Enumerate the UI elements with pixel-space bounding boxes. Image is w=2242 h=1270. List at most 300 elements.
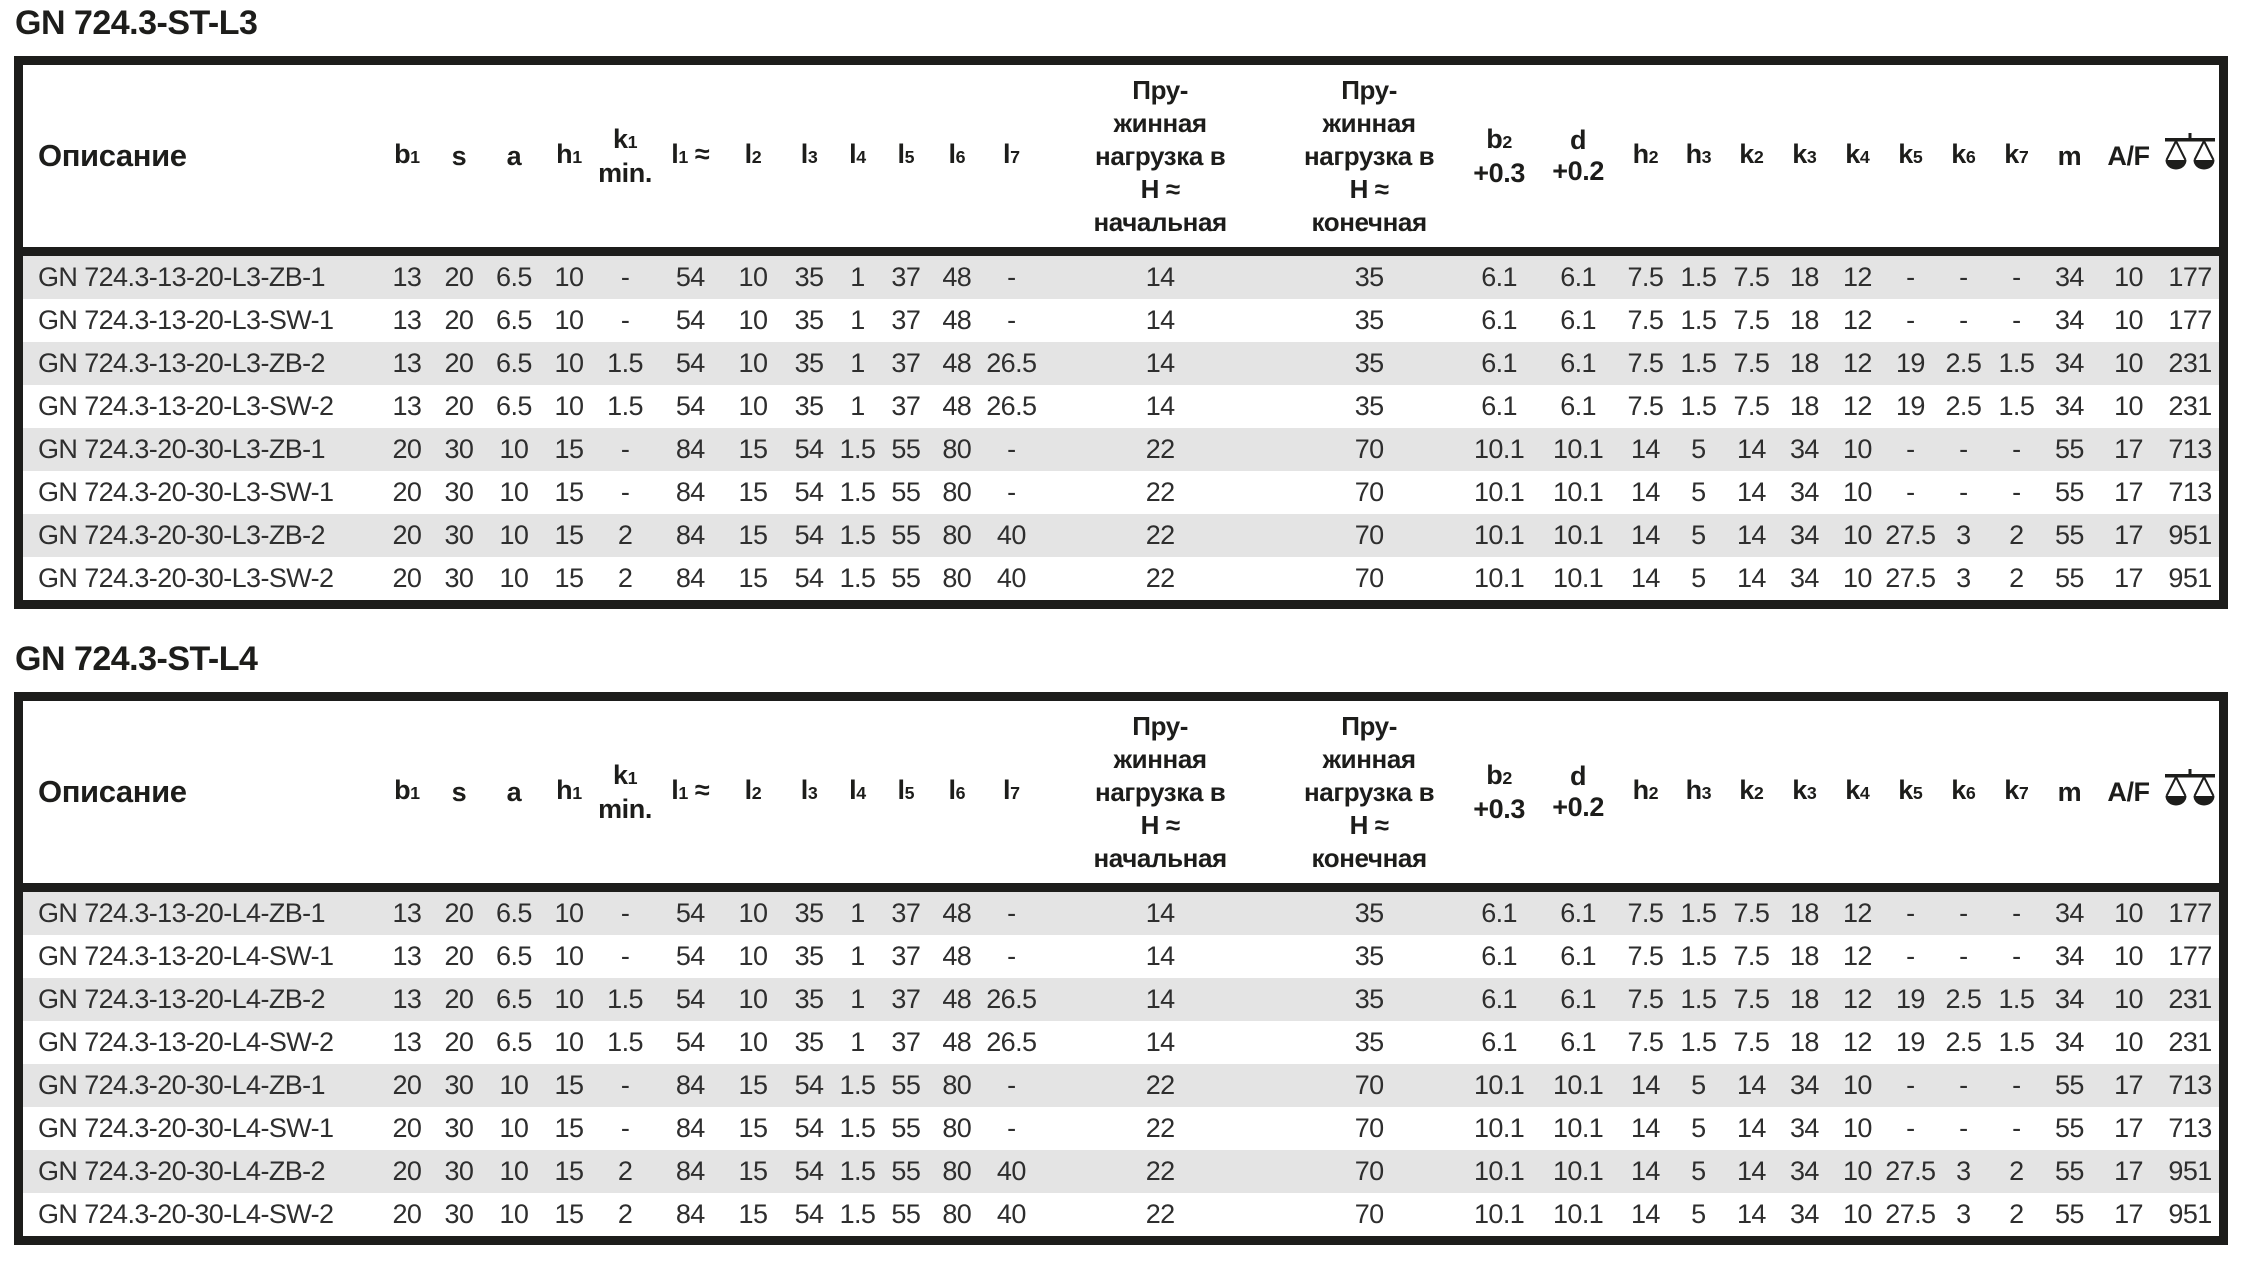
cell-af: 17: [2114, 434, 2143, 464]
cell-spring-load-final: 70: [1354, 434, 1384, 464]
cell-desc: GN 724.3-20-30-L4-ZB-2: [38, 1156, 325, 1186]
cell-k7: 1.5: [1998, 1027, 2035, 1057]
cell-l2: 10: [738, 348, 768, 378]
cell-b2: 6.1: [1481, 984, 1517, 1014]
cell-b1: 13: [392, 262, 422, 292]
cell-d: 6.1: [1560, 898, 1596, 928]
cell-l5: 37: [891, 348, 921, 378]
cell-k4: 12: [1842, 898, 1872, 928]
cell-l5: 55: [891, 434, 921, 464]
cell-l5: 55: [891, 1199, 921, 1229]
cell-k7: -: [2012, 898, 2021, 928]
col-header-k1min: k1 min.: [594, 61, 655, 252]
col-header-l4: l4: [837, 697, 878, 888]
cell-k3: 18: [1789, 305, 1819, 335]
cell-m: 34: [2054, 348, 2084, 378]
cell-l2: 15: [738, 434, 768, 464]
cell-k2: 7.5: [1733, 391, 1770, 421]
spec-table-l4: [14, 692, 2228, 1245]
cell-k5: 27.5: [1885, 1199, 1936, 1229]
cell-k6: -: [1959, 1113, 1968, 1143]
col-header-k3: k3: [1778, 697, 1831, 888]
cell-k6: 3: [1956, 1156, 1971, 1186]
cell-s: 30: [444, 477, 474, 507]
cell-k4: 10: [1842, 520, 1872, 550]
cell-d: 10.1: [1553, 477, 1604, 507]
cell-m: 34: [2054, 391, 2084, 421]
cell-m: 55: [2054, 434, 2084, 464]
table-row: [19, 1107, 2224, 1150]
col-header-m: m: [2043, 61, 2096, 252]
cell-desc: GN 724.3-20-30-L4-SW-2: [38, 1199, 334, 1229]
cell-l6: 48: [942, 941, 972, 971]
cell-h2: 7.5: [1627, 305, 1664, 335]
cell-b1: 13: [392, 984, 422, 1014]
col-header-a: a: [484, 697, 543, 888]
cell-l6: 48: [942, 348, 972, 378]
cell-h3: 1.5: [1680, 391, 1717, 421]
cell-b2: 10.1: [1474, 1199, 1525, 1229]
cell-weight: 713: [2168, 434, 2212, 464]
cell-l5: 55: [891, 1070, 921, 1100]
cell-spring-load-initial: 14: [1145, 262, 1175, 292]
cell-spring-load-initial: 14: [1145, 898, 1175, 928]
cell-h2: 7.5: [1627, 941, 1664, 971]
cell-a: 10: [499, 477, 529, 507]
cell-l3: 54: [794, 1070, 824, 1100]
cell-spring-load-final: 70: [1354, 1113, 1384, 1143]
cell-k4: 10: [1842, 1070, 1872, 1100]
col-header-h2: h2: [1619, 697, 1672, 888]
cell-k1min: 1.5: [607, 348, 643, 378]
col-header-k7: k7: [1990, 61, 2043, 252]
cell-l2: 15: [738, 477, 768, 507]
col-header-h3: h3: [1672, 697, 1725, 888]
cell-l1: 84: [675, 563, 705, 593]
cell-l3: 35: [794, 348, 824, 378]
cell-k4: 12: [1842, 391, 1872, 421]
col-header-h3: h3: [1672, 61, 1725, 252]
cell-a: 6.5: [496, 898, 532, 928]
cell-l1: 54: [675, 391, 705, 421]
cell-l3: 35: [794, 1027, 824, 1057]
cell-l5: 37: [891, 391, 921, 421]
col-header-l7: l7: [980, 61, 1043, 252]
cell-af: 17: [2114, 1113, 2143, 1143]
cell-l7: -: [1007, 477, 1016, 507]
cell-weight: 231: [2168, 984, 2212, 1014]
cell-spring-load-final: 70: [1354, 563, 1384, 593]
cell-k2: 14: [1736, 563, 1766, 593]
cell-desc: GN 724.3-13-20-L3-SW-1: [38, 305, 334, 335]
cell-l7: 40: [996, 563, 1026, 593]
cell-k7: -: [2012, 1113, 2021, 1143]
cell-spring-load-final: 35: [1354, 1027, 1384, 1057]
cell-spring-load-initial: 14: [1145, 348, 1175, 378]
cell-d: 10.1: [1553, 434, 1604, 464]
cell-spring-load-initial: 14: [1145, 941, 1175, 971]
cell-k6: -: [1959, 434, 1968, 464]
cell-k1min: -: [620, 898, 630, 928]
cell-k7: 1.5: [1998, 348, 2035, 378]
cell-weight: 951: [2168, 520, 2212, 550]
cell-spring-load-final: 35: [1354, 391, 1384, 421]
cell-a: 10: [499, 434, 529, 464]
cell-k2: 14: [1736, 1199, 1766, 1229]
cell-l6: 80: [942, 520, 972, 550]
col-header-spring-load-final: Пру- жинная нагрузка в H ≈ конечная: [1277, 61, 1460, 252]
cell-k7: -: [2012, 305, 2021, 335]
cell-desc: GN 724.3-20-30-L3-ZB-1: [38, 434, 325, 464]
cell-l6: 80: [942, 1113, 972, 1143]
cell-k2: 14: [1736, 477, 1766, 507]
cell-d: 6.1: [1560, 348, 1596, 378]
col-header-l7: l7: [980, 697, 1043, 888]
cell-k2: 7.5: [1733, 1027, 1770, 1057]
cell-h2: 7.5: [1627, 898, 1664, 928]
table-row: [19, 888, 2224, 936]
cell-spring-load-final: 35: [1354, 984, 1384, 1014]
cell-weight: 231: [2168, 348, 2212, 378]
cell-b1: 20: [392, 563, 422, 593]
cell-k5: 19: [1895, 1027, 1925, 1057]
cell-d: 10.1: [1553, 1113, 1604, 1143]
cell-h1: 15: [554, 1199, 584, 1229]
cell-l7: -: [1007, 898, 1016, 928]
cell-k1min: 1.5: [607, 391, 643, 421]
cell-s: 30: [444, 520, 474, 550]
cell-m: 34: [2054, 984, 2084, 1014]
cell-b1: 20: [392, 1070, 422, 1100]
cell-l5: 55: [891, 1156, 921, 1186]
cell-a: 6.5: [496, 1027, 532, 1057]
cell-k3: 18: [1789, 941, 1819, 971]
cell-h1: 10: [554, 898, 584, 928]
cell-h2: 14: [1630, 1156, 1660, 1186]
cell-spring-load-initial: 14: [1145, 305, 1175, 335]
cell-s: 20: [444, 305, 474, 335]
cell-l4: 1.5: [839, 434, 876, 464]
cell-d: 10.1: [1553, 1156, 1604, 1186]
cell-m: 34: [2054, 262, 2084, 292]
col-header-af: A/F: [2096, 61, 2161, 252]
col-header-k6: k6: [1937, 697, 1990, 888]
cell-d: 6.1: [1560, 262, 1596, 292]
cell-b1: 20: [392, 1156, 422, 1186]
cell-k7: -: [2012, 434, 2021, 464]
scale-icon: [2162, 769, 2218, 815]
cell-k6: 2.5: [1945, 984, 1982, 1014]
col-header-af: A/F: [2096, 697, 2161, 888]
cell-desc: GN 724.3-20-30-L4-SW-1: [38, 1113, 334, 1143]
cell-k6: -: [1959, 262, 1968, 292]
cell-weight: 231: [2168, 391, 2212, 421]
cell-b1: 20: [392, 1199, 422, 1229]
cell-af: 17: [2114, 520, 2143, 550]
cell-l5: 55: [891, 1113, 921, 1143]
cell-l1: 84: [675, 1113, 705, 1143]
cell-k5: 27.5: [1885, 1156, 1936, 1186]
cell-spring-load-initial: 14: [1145, 391, 1175, 421]
cell-k5: -: [1906, 941, 1915, 971]
cell-l3: 54: [794, 1113, 824, 1143]
cell-l1: 54: [675, 984, 705, 1014]
cell-m: 55: [2054, 1156, 2084, 1186]
cell-b2: 6.1: [1481, 305, 1517, 335]
cell-l1: 84: [675, 520, 705, 550]
cell-l4: 1: [850, 348, 865, 378]
cell-k6: 3: [1956, 563, 1971, 593]
col-header-s: s: [433, 697, 484, 888]
cell-spring-load-final: 35: [1354, 941, 1384, 971]
cell-h2: 7.5: [1627, 262, 1664, 292]
cell-b1: 13: [392, 348, 422, 378]
cell-k3: 34: [1789, 563, 1819, 593]
cell-a: 6.5: [496, 348, 532, 378]
cell-b1: 20: [392, 477, 422, 507]
table-row: [19, 428, 2224, 471]
cell-m: 55: [2054, 520, 2084, 550]
cell-a: 10: [499, 1070, 529, 1100]
cell-k3: 18: [1789, 391, 1819, 421]
cell-k4: 12: [1842, 305, 1872, 335]
cell-k1min: 2: [617, 520, 633, 550]
cell-m: 55: [2054, 563, 2084, 593]
cell-h2: 14: [1630, 477, 1660, 507]
cell-h3: 1.5: [1680, 984, 1717, 1014]
cell-l3: 35: [794, 984, 824, 1014]
cell-l4: 1: [850, 262, 865, 292]
cell-l2: 15: [738, 563, 768, 593]
cell-l7: 26.5: [986, 1027, 1037, 1057]
cell-l6: 48: [942, 391, 972, 421]
cell-k5: -: [1906, 1070, 1915, 1100]
cell-a: 6.5: [496, 262, 532, 292]
cell-h1: 10: [554, 305, 584, 335]
cell-k5: -: [1906, 1113, 1915, 1143]
cell-l4: 1.5: [839, 477, 876, 507]
cell-weight: 177: [2168, 305, 2212, 335]
cell-b2: 10.1: [1474, 434, 1525, 464]
cell-af: 10: [2114, 898, 2143, 928]
col-header-k2: k2: [1725, 697, 1778, 888]
cell-h2: 14: [1630, 563, 1660, 593]
cell-k4: 12: [1842, 1027, 1872, 1057]
cell-l4: 1: [850, 1027, 865, 1057]
cell-k3: 34: [1789, 520, 1819, 550]
cell-desc: GN 724.3-13-20-L4-SW-1: [38, 941, 334, 971]
cell-s: 20: [444, 898, 474, 928]
col-header-l1: l1 ≈: [656, 61, 725, 252]
cell-m: 55: [2054, 477, 2084, 507]
cell-l1: 54: [675, 305, 705, 335]
cell-spring-load-final: 35: [1354, 305, 1384, 335]
cell-spring-load-final: 70: [1354, 1199, 1384, 1229]
cell-l2: 10: [738, 391, 768, 421]
cell-k2: 7.5: [1733, 262, 1770, 292]
cell-h2: 7.5: [1627, 1027, 1664, 1057]
cell-af: 10: [2114, 391, 2143, 421]
cell-k3: 18: [1789, 898, 1819, 928]
cell-l4: 1.5: [839, 1199, 876, 1229]
cell-spring-load-initial: 22: [1145, 1199, 1175, 1229]
cell-k1min: -: [620, 434, 630, 464]
scale-icon: [2162, 133, 2218, 179]
cell-k6: -: [1959, 1070, 1968, 1100]
col-header-spring-load-initial: Пру- жинная нагрузка в H ≈ начальная: [1043, 697, 1277, 888]
cell-l4: 1.5: [839, 1156, 876, 1186]
cell-spring-load-initial: 14: [1145, 1027, 1175, 1057]
cell-k4: 10: [1842, 434, 1872, 464]
cell-l1: 54: [675, 941, 705, 971]
table-row: [19, 935, 2224, 978]
cell-k4: 10: [1842, 1113, 1872, 1143]
cell-a: 6.5: [496, 984, 532, 1014]
col-header-l5: l5: [878, 61, 934, 252]
table-row: [19, 342, 2224, 385]
cell-spring-load-final: 70: [1354, 1156, 1384, 1186]
cell-l3: 54: [794, 434, 824, 464]
cell-s: 30: [444, 434, 474, 464]
col-header-b1: b1: [380, 697, 433, 888]
cell-k3: 18: [1789, 984, 1819, 1014]
col-header-k7: k7: [1990, 697, 2043, 888]
cell-a: 10: [499, 563, 529, 593]
cell-spring-load-initial: 22: [1145, 477, 1175, 507]
cell-l5: 37: [891, 898, 921, 928]
cell-af: 10: [2114, 984, 2143, 1014]
cell-a: 10: [499, 1156, 529, 1186]
cell-spring-load-initial: 22: [1145, 1113, 1175, 1143]
col-header-l3: l3: [781, 697, 837, 888]
cell-h3: 1.5: [1680, 941, 1717, 971]
cell-h2: 14: [1630, 1113, 1660, 1143]
cell-af: 10: [2114, 305, 2143, 335]
cell-k6: 2.5: [1945, 1027, 1982, 1057]
cell-k4: 10: [1842, 563, 1872, 593]
cell-l2: 10: [738, 898, 768, 928]
cell-l5: 37: [891, 941, 921, 971]
cell-k4: 12: [1842, 941, 1872, 971]
cell-l2: 15: [738, 1070, 768, 1100]
cell-l7: -: [1007, 941, 1016, 971]
col-header-h2: h2: [1619, 61, 1672, 252]
cell-k2: 7.5: [1733, 305, 1770, 335]
col-header-a: a: [484, 61, 543, 252]
cell-l6: 48: [942, 984, 972, 1014]
cell-k4: 10: [1842, 477, 1872, 507]
col-header-b2: b2 +0.3: [1461, 697, 1537, 888]
cell-k2: 14: [1736, 1070, 1766, 1100]
cell-k2: 7.5: [1733, 941, 1770, 971]
cell-l2: 15: [738, 1156, 768, 1186]
cell-h3: 1.5: [1680, 262, 1717, 292]
cell-l1: 84: [675, 1070, 705, 1100]
cell-b2: 6.1: [1481, 348, 1517, 378]
cell-l6: 48: [942, 898, 972, 928]
col-header-l1: l1 ≈: [656, 697, 725, 888]
cell-k2: 14: [1736, 1113, 1766, 1143]
cell-h1: 15: [554, 477, 584, 507]
cell-k1min: 2: [617, 563, 633, 593]
cell-spring-load-initial: 14: [1145, 984, 1175, 1014]
cell-k3: 18: [1789, 262, 1819, 292]
cell-l2: 15: [738, 520, 768, 550]
table-row: [19, 471, 2224, 514]
col-header-k4: k4: [1831, 697, 1884, 888]
cell-h1: 15: [554, 1070, 584, 1100]
cell-k4: 12: [1842, 262, 1872, 292]
cell-k6: -: [1959, 941, 1968, 971]
cell-l4: 1: [850, 391, 865, 421]
cell-h3: 1.5: [1680, 348, 1717, 378]
cell-d: 6.1: [1560, 391, 1596, 421]
table-row: [19, 252, 2224, 300]
cell-b1: 20: [392, 434, 422, 464]
cell-h3: 5: [1691, 1199, 1706, 1229]
cell-h1: 10: [554, 348, 584, 378]
cell-l2: 10: [738, 1027, 768, 1057]
cell-l4: 1: [850, 984, 865, 1014]
cell-l6: 80: [942, 434, 972, 464]
section-title: GN 724.3-ST-L3: [15, 4, 258, 42]
section-gn-724-3-st-l4: [0, 640, 2242, 1245]
cell-h1: 10: [554, 941, 584, 971]
cell-h2: 7.5: [1627, 348, 1664, 378]
cell-l3: 35: [794, 898, 824, 928]
cell-h1: 15: [554, 434, 584, 464]
cell-desc: GN 724.3-20-30-L4-ZB-1: [38, 1070, 325, 1100]
cell-h2: 14: [1630, 1070, 1660, 1100]
col-header-weight: [2161, 61, 2223, 252]
cell-l3: 54: [794, 477, 824, 507]
header-row: [19, 61, 2224, 252]
cell-k3: 18: [1789, 1027, 1819, 1057]
cell-s: 30: [444, 1070, 474, 1100]
col-header-k4: k4: [1831, 61, 1884, 252]
cell-h3: 5: [1691, 1156, 1706, 1186]
cell-k3: 34: [1789, 1070, 1819, 1100]
cell-h3: 5: [1691, 1113, 1706, 1143]
col-header-k6: k6: [1937, 61, 1990, 252]
cell-l4: 1.5: [839, 520, 876, 550]
cell-k3: 18: [1789, 348, 1819, 378]
cell-k4: 12: [1842, 984, 1872, 1014]
col-header-weight: [2161, 697, 2223, 888]
cell-h2: 14: [1630, 1199, 1660, 1229]
cell-b2: 10.1: [1474, 520, 1525, 550]
cell-spring-load-final: 70: [1354, 477, 1384, 507]
cell-k4: 10: [1842, 1156, 1872, 1186]
col-header-desc: Описание: [19, 61, 381, 252]
cell-desc: GN 724.3-13-20-L3-ZB-1: [38, 262, 325, 292]
cell-m: 55: [2054, 1199, 2084, 1229]
cell-k5: 19: [1895, 391, 1925, 421]
cell-l2: 15: [738, 1113, 768, 1143]
cell-l6: 80: [942, 1156, 972, 1186]
cell-l6: 48: [942, 305, 972, 335]
cell-k5: -: [1906, 898, 1915, 928]
cell-a: 10: [499, 1113, 529, 1143]
cell-l7: 40: [996, 1199, 1026, 1229]
cell-k2: 7.5: [1733, 984, 1770, 1014]
cell-l5: 55: [891, 477, 921, 507]
cell-l2: 10: [738, 262, 768, 292]
cell-af: 17: [2114, 1199, 2143, 1229]
cell-l1: 54: [675, 898, 705, 928]
table-row: [19, 1064, 2224, 1107]
cell-af: 17: [2114, 1156, 2143, 1186]
